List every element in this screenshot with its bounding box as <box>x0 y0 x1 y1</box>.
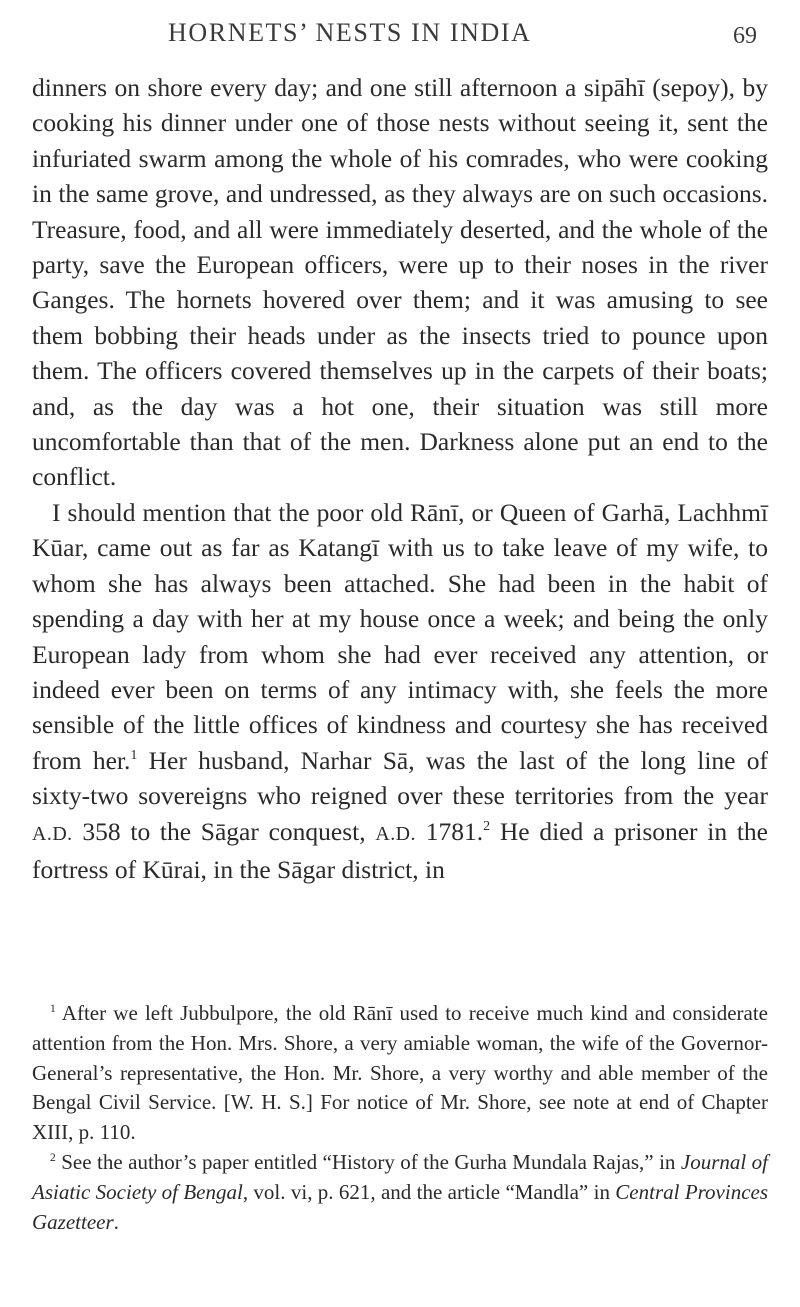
paragraph-text: He died a prisoner in the fortress of Kūrai, in the Sāgar district, in <box>32 816 768 884</box>
paragraph-text: 1781. <box>416 816 484 846</box>
page-number: 69 <box>733 23 757 49</box>
journal-title: Journal of Asiatic Society of Bengal <box>32 1149 768 1204</box>
footnote-text: After we left Jubbulpore, the old Rānī used to receive much kind and considerate attention from the Hon. Mrs. Shore, a very amiable woman, the wife of the Governor-General’s representative, the Hon. Mr. Shore, a very worthy and able member of the Bengal Civil Service. [W. H. S.] For notice of Mr. Shore, see note at end of Chapter XIII, p. 110. <box>32 1001 768 1145</box>
body-text <box>32 70 768 887</box>
paragraph-text: I should mention that the poor old Rānī, or Queen of Garhā, Lachhmī Kūar, came out as far as Katangī with us to take leave of my wife, to whom she has always been attached. She had been in the habit of spending a day with her at my house once a week; and being the only European lady from whom she had ever received any attention, or indeed ever been on terms of any intimacy with, she feels the more sensible of the little offices of kindness and courtesy she has received from her. <box>32 497 768 775</box>
paragraph-text: Her husband, Narhar Sā, was the last of the long line of sixty-two sovereigns who reigned over these territories from the year <box>32 745 768 811</box>
running-title: HORNETS’ NESTS IN INDIA <box>168 18 532 47</box>
footnote-mark-1: 1 <box>50 1002 56 1015</box>
paragraph-rani <box>32 495 768 887</box>
era-abbrev: A.D. <box>375 822 416 845</box>
footnote-2 <box>32 1148 768 1237</box>
footnote-text: . <box>113 1209 119 1234</box>
footnote-1 <box>32 999 768 1148</box>
era-abbrev: A.D. <box>32 822 73 845</box>
footnotes <box>32 999 768 1237</box>
paragraph-text: 358 to the Sāgar conquest, <box>72 816 376 846</box>
gazetteer-title: Central Provinces Gazetteer <box>32 1179 769 1234</box>
paragraph-continued: dinners on shore every day; and one still afternoon a sipāhī (sepoy), by cooking his dinner under one of those nests without seeing it, sent the infuriated swarm among the whole of his comrades, who were cooking in the same grove, and undressed, as they always are on such occasions. Treasure, food, and all were immediately deserted, and the whole of the party, save the European officers, were up to their noses in the river Ganges. The hornets hovered over them; and it was amusing to see them bobbing their heads under as the insects tried to pounce upon them. The officers covered themselves up in the carpets of their boats; and, as the day was a hot one, their situation was still more uncomfortable than that of the men. Darkness alone put an end to the conflict. <box>32 73 768 492</box>
footnote-ref-1: 1 <box>130 747 138 763</box>
footnote-text: , vol. vi, p. 621, and the article “Mandla” in <box>242 1179 616 1204</box>
running-head <box>0 18 800 58</box>
footnote-ref-2: 2 <box>483 818 491 834</box>
footnote-text: See the author’s paper entitled “History of the Gurha Mundala Rajas,” in <box>55 1149 681 1174</box>
footnote-mark-2: 2 <box>50 1151 56 1164</box>
